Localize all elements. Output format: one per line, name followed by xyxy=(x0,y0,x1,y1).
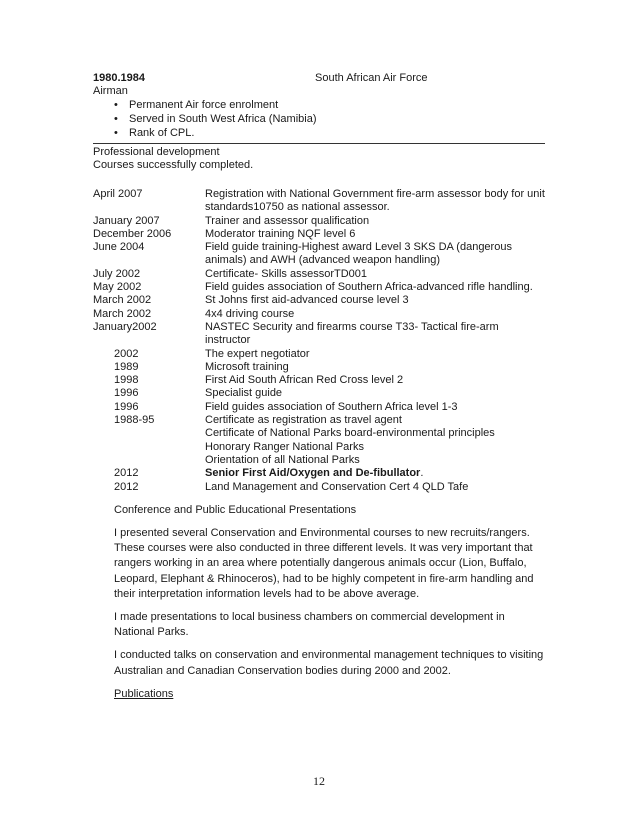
course-row xyxy=(93,481,545,494)
resume-page xyxy=(93,72,545,702)
course-row xyxy=(93,321,545,348)
employment-date: 1980.1984 xyxy=(93,72,145,84)
course-date: March 2002 xyxy=(93,307,152,320)
course-title: Moderator training NQF level 6 xyxy=(205,227,356,240)
course-date: July 2002 xyxy=(93,267,141,280)
list-item: • Rank of CPL. xyxy=(114,127,195,139)
course-title: Certificate as registration as travel agent xyxy=(205,414,402,427)
presentations-heading: Conference and Public Educational Presentations xyxy=(114,503,357,516)
course-title: Trainer and assessor qualification xyxy=(205,214,370,227)
course-date: 2012 xyxy=(114,467,139,480)
list-item: • Served in South West Africa (Namibia) xyxy=(114,113,317,125)
course-date: May 2002 xyxy=(93,281,142,294)
courses-list xyxy=(93,188,545,494)
presentation-paragraph: I presented several Conservation and Environmental courses to new recruits/rangers. These courses were also conducted in three different levels. It was very important that rangers working in an area where potentially dangerous animals occur (Lion, Buffalo, Leopard, Elephant & Rhinoceros), had to be highly competent in fire-arm handling and their interpretation information levels had to be above average. xyxy=(114,527,534,600)
presentation-paragraph: I conducted talks on conservation and environmental management techniques to visiting Australian and Canadian Conservation bodies during 2000 and 2002. xyxy=(114,649,544,677)
course-row xyxy=(93,348,545,361)
course-row xyxy=(93,414,545,427)
course-title: Specialist guide xyxy=(205,387,283,400)
course-date xyxy=(93,454,205,467)
employment-header xyxy=(93,72,545,85)
course-row xyxy=(93,215,545,228)
course-date: June 2004 xyxy=(93,241,145,254)
course-title: Field guides association of Southern Africa level 1-3 xyxy=(205,400,458,413)
course-title: Certificate of National Parks board-environmental principles xyxy=(205,427,495,440)
course-title: Registration with National Government fire-arm assessor body for unit standards10750 as national assessor. xyxy=(205,188,545,214)
course-title: Land Management and Conservation Cert 4 QLD Tafe xyxy=(205,480,469,493)
course-title: Senior First Aid/Oxygen and De-fibullator. xyxy=(205,467,424,480)
course-row xyxy=(93,241,545,268)
course-date: 1989 xyxy=(114,360,139,373)
course-date: April 2007 xyxy=(93,188,143,200)
course-row xyxy=(93,427,545,440)
course-row xyxy=(93,361,545,374)
course-date: January2002 xyxy=(93,320,157,333)
course-date: January 2007 xyxy=(93,214,160,227)
course-title: NASTEC Security and firearms course T33- Tactical fire-arm instructor xyxy=(205,320,499,347)
course-date: March 2002 xyxy=(93,294,152,307)
course-row xyxy=(93,454,545,467)
course-title: Certificate- Skills assessorTD001 xyxy=(205,267,367,280)
course-row xyxy=(93,281,545,294)
section-divider xyxy=(93,143,545,144)
publications-heading: Publications xyxy=(114,687,174,700)
course-row xyxy=(93,294,545,307)
page-number: 12 xyxy=(313,774,325,788)
course-row xyxy=(93,401,545,414)
bullet-icon: • xyxy=(114,127,118,139)
course-title: Microsoft training xyxy=(205,360,289,373)
course-row xyxy=(93,441,545,454)
employment-bullets xyxy=(93,98,545,140)
employer-name: South African Air Force xyxy=(315,72,428,84)
course-date xyxy=(93,427,205,440)
course-date: 1998 xyxy=(114,374,139,387)
development-subheading: Courses successfully completed. xyxy=(93,159,254,171)
presentation-paragraph: I made presentations to local business chambers on commercial development in National Parks. xyxy=(114,611,505,639)
course-row xyxy=(93,228,545,241)
course-date: December 2006 xyxy=(93,227,172,240)
course-date: 2012 xyxy=(114,480,139,493)
course-row xyxy=(93,374,545,387)
course-title: First Aid South African Red Cross level 2 xyxy=(205,374,404,387)
course-row xyxy=(93,188,545,215)
course-title: Honorary Ranger National Parks xyxy=(205,440,364,453)
course-title: 4x4 driving course xyxy=(205,307,295,320)
course-title: St Johns first aid-advanced course level 3 xyxy=(205,294,409,307)
course-title: Orientation of all National Parks xyxy=(205,453,360,466)
course-date: 1996 xyxy=(114,387,139,400)
employment-role: Airman xyxy=(93,85,128,97)
course-date xyxy=(93,441,205,454)
course-title: The expert negotiator xyxy=(205,347,310,360)
course-row xyxy=(93,268,545,281)
course-title: Field guides association of Southern Africa-advanced rifle handling. xyxy=(205,281,533,294)
course-row xyxy=(93,308,545,321)
course-title: Field guide training-Highest award Level 3 SKS DA (dangerous animals) and AWH (advanced weapon handling) xyxy=(205,241,512,267)
bullet-icon: • xyxy=(114,113,118,125)
course-date: 1988-95 xyxy=(114,414,155,427)
course-date: 1996 xyxy=(114,400,139,413)
course-row xyxy=(93,467,545,480)
bullet-icon: • xyxy=(114,99,118,111)
course-row xyxy=(93,387,545,400)
course-date: 2002 xyxy=(114,347,139,360)
list-item: • Permanent Air force enrolment xyxy=(114,99,279,111)
development-heading: Professional development xyxy=(93,146,220,158)
